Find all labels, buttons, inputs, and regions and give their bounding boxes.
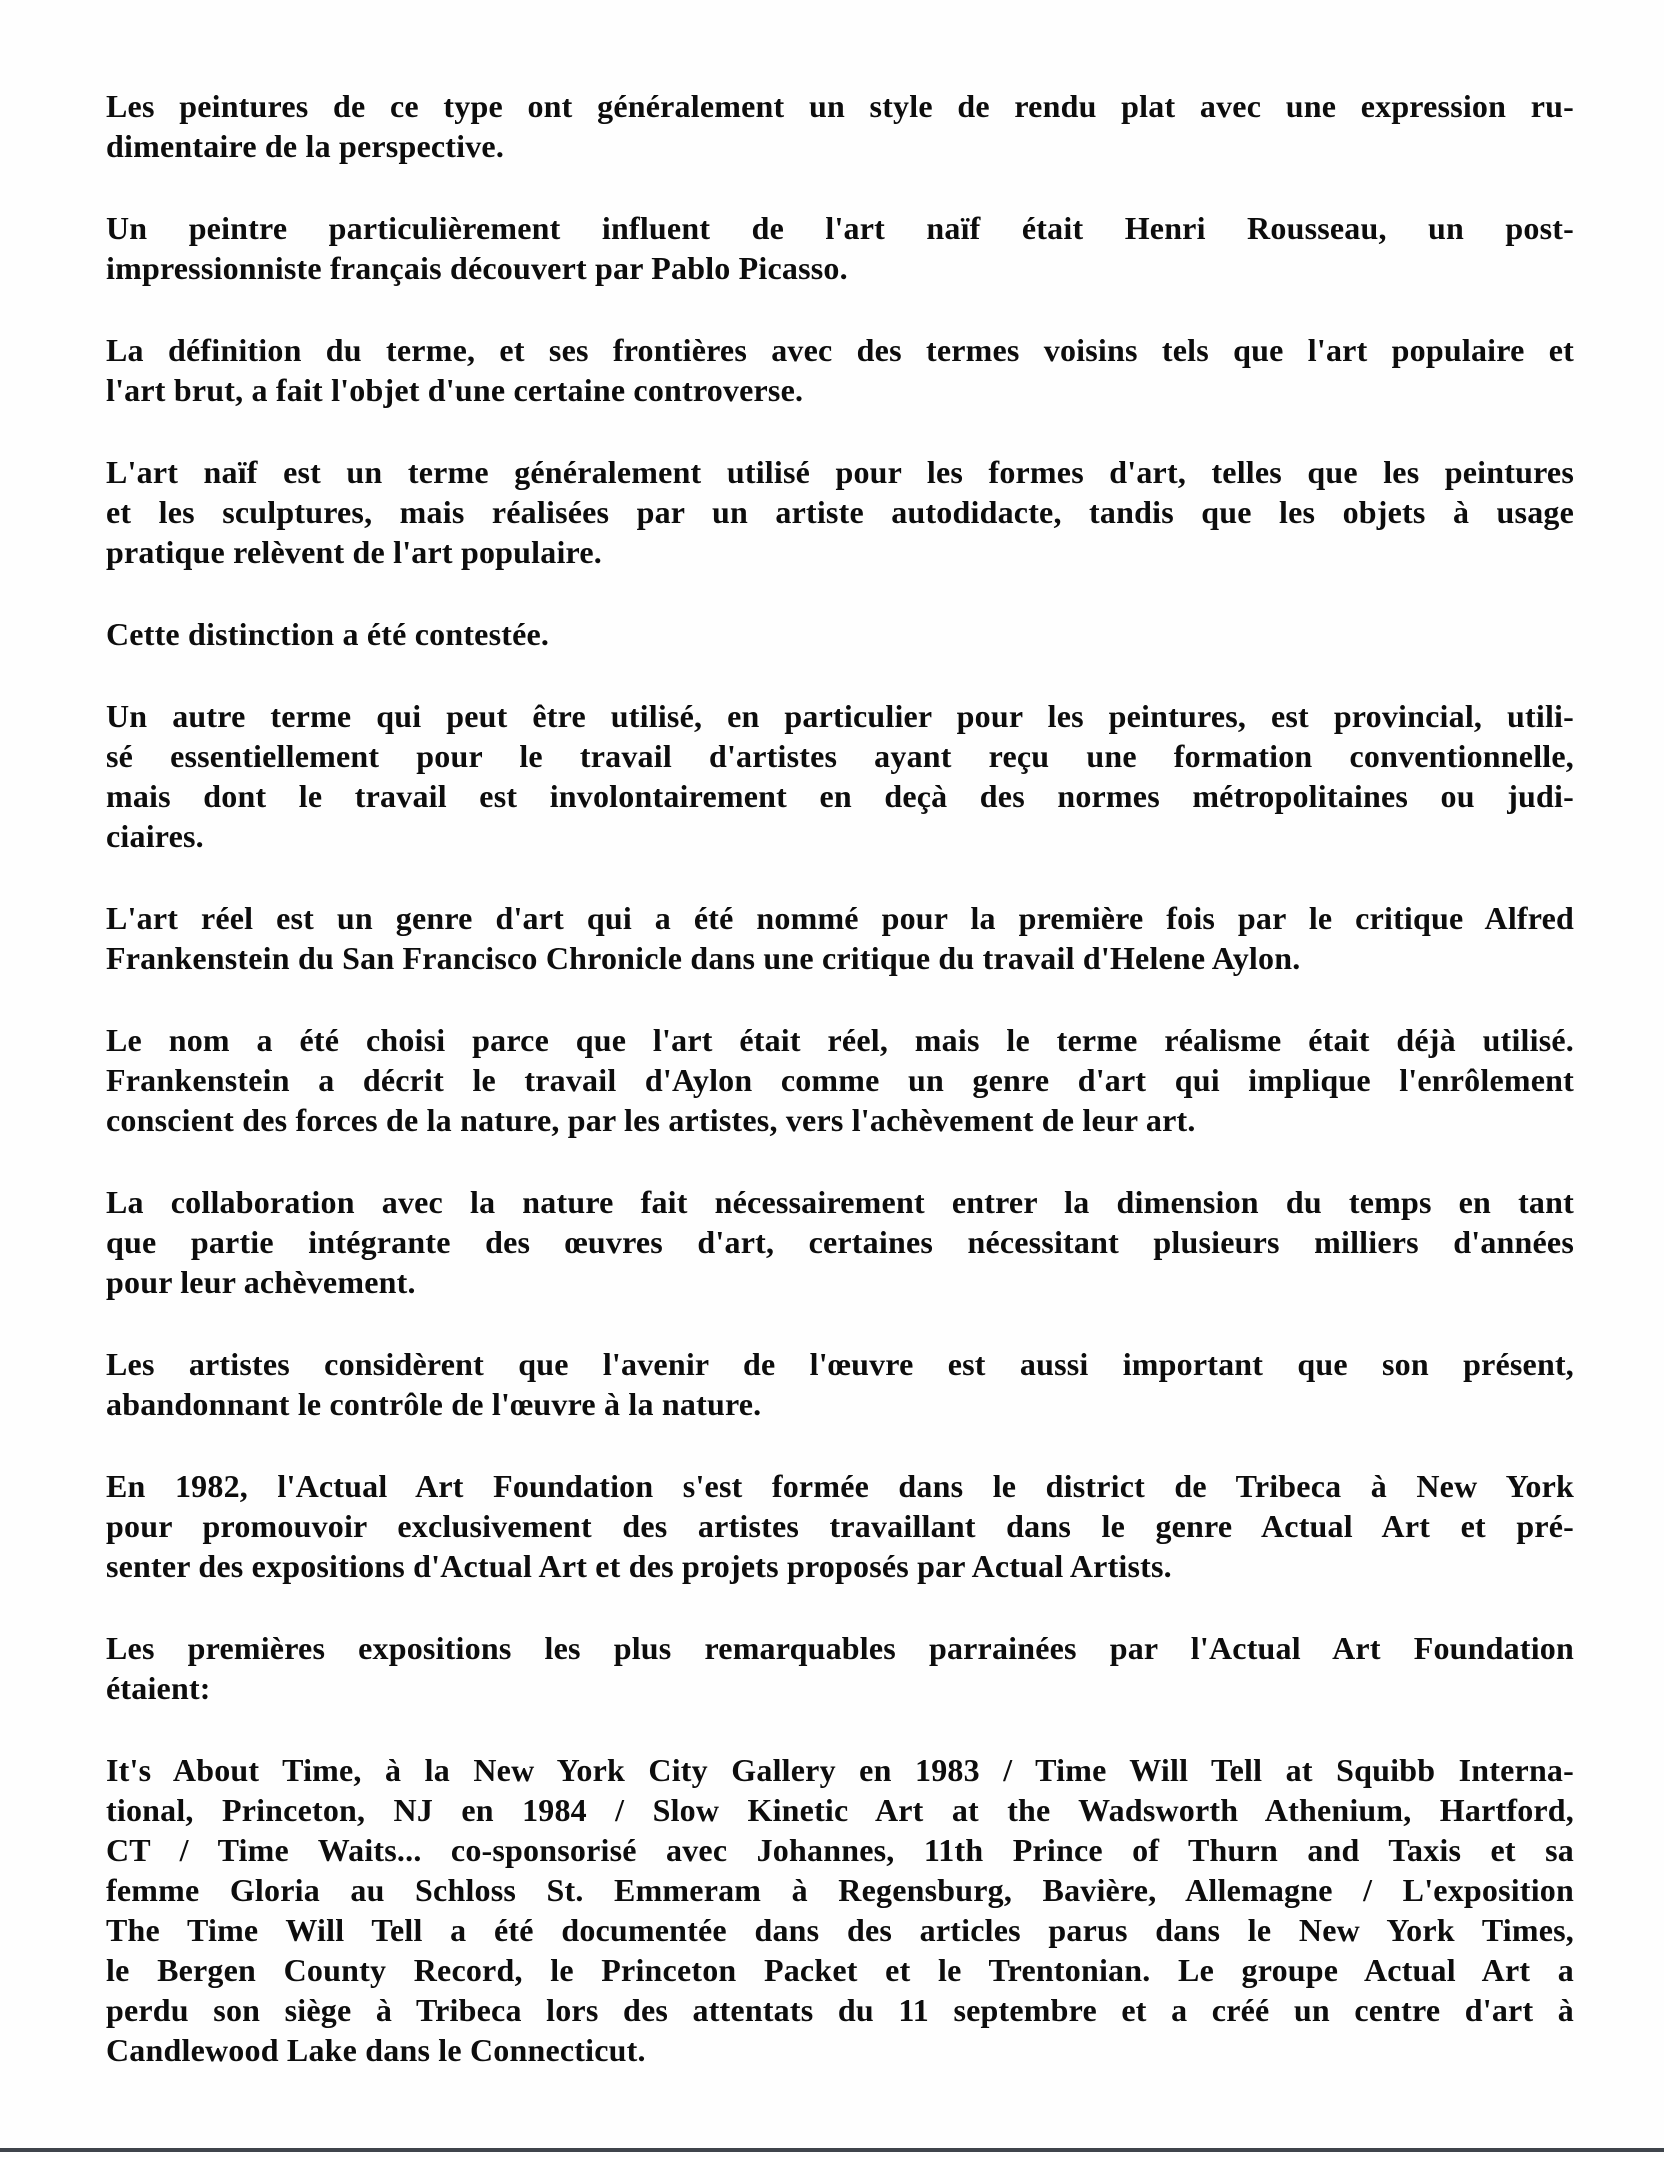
paragraph [106, 208, 1574, 288]
paragraph [106, 614, 1574, 654]
text-line: le Bergen County Record, le Princeton Packet et le Trentonian. Le groupe Actual Art a [106, 1952, 1574, 1988]
text-line: ciaires. [106, 818, 204, 854]
paragraph [106, 1466, 1574, 1586]
text-line: Frankenstein du San Francisco Chronicle dans une critique du travail d'Helene Aylon. [106, 940, 1301, 976]
page-bottom-rule [0, 2148, 1664, 2152]
text-line: abandonnant le contrôle de l'œuvre à la nature. [106, 1386, 762, 1422]
text-line: Candlewood Lake dans le Connecticut. [106, 2032, 646, 2068]
text-line: l'art brut, a fait l'objet d'une certaine controverse. [106, 372, 804, 408]
document-body [106, 86, 1574, 2070]
text-line: The Time Will Tell a été documentée dans des articles parus dans le New York Times, [106, 1912, 1574, 1948]
text-line: étaient: [106, 1670, 211, 1706]
paragraph [106, 1020, 1574, 1140]
text-line: La définition du terme, et ses frontières avec des termes voisins tels que l'art populaire et [106, 332, 1574, 368]
text-line: Le nom a été choisi parce que l'art était réel, mais le terme réalisme était déjà utilisé. [106, 1022, 1574, 1058]
text-line: En 1982, l'Actual Art Foundation s'est formée dans le district de Tribeca à New York [106, 1468, 1574, 1504]
text-line: Frankenstein a décrit le travail d'Aylon comme un genre d'art qui implique l'enrôlement [106, 1062, 1574, 1098]
text-line: L'art réel est un genre d'art qui a été nommé pour la première fois par le critique Alfred [106, 900, 1574, 936]
text-line: It's About Time, à la New York City Gallery en 1983 / Time Will Tell at Squibb Interna- [106, 1752, 1574, 1788]
text-line: Cette distinction a été contestée. [106, 616, 550, 652]
text-line: que partie intégrante des œuvres d'art, certaines nécessitant plusieurs milliers d'années [106, 1224, 1574, 1260]
text-line: pour promouvoir exclusivement des artistes travaillant dans le genre Actual Art et pré- [106, 1508, 1574, 1544]
paragraph [106, 696, 1574, 856]
text-line: Un peintre particulièrement influent de l'art naïf était Henri Rousseau, un post- [106, 210, 1574, 246]
text-line: et les sculptures, mais réalisées par un artiste autodidacte, tandis que les objets à usage [106, 494, 1574, 530]
text-line: Les peintures de ce type ont généralement un style de rendu plat avec une expression ru- [106, 88, 1574, 124]
text-line: dimentaire de la perspective. [106, 128, 505, 164]
text-line: conscient des forces de la nature, par les artistes, vers l'achèvement de leur art. [106, 1102, 1196, 1138]
paragraph [106, 1628, 1574, 1708]
text-line: Les premières expositions les plus remarquables parrainées par l'Actual Art Foundation [106, 1630, 1574, 1666]
text-line: pour leur achèvement. [106, 1264, 416, 1300]
paragraph [106, 330, 1574, 410]
text-line: impressionniste français découvert par Pablo Picasso. [106, 250, 848, 286]
paragraph [106, 898, 1574, 978]
text-line: mais dont le travail est involontairement en deçà des normes métropolitaines ou judi- [106, 778, 1574, 814]
paragraph [106, 1750, 1574, 2070]
text-line: Les artistes considèrent que l'avenir de l'œuvre est aussi important que son présent, [106, 1346, 1574, 1382]
text-line: perdu son siège à Tribeca lors des attentats du 11 septembre et a créé un centre d'art à [106, 1992, 1574, 2028]
text-line: L'art naïf est un terme généralement utilisé pour les formes d'art, telles que les peintures [106, 454, 1574, 490]
text-line: La collaboration avec la nature fait nécessairement entrer la dimension du temps en tant [106, 1184, 1574, 1220]
paragraph [106, 452, 1574, 572]
text-line: femme Gloria au Schloss St. Emmeram à Regensburg, Bavière, Allemagne / L'exposition [106, 1872, 1574, 1908]
text-line: tional, Princeton, NJ en 1984 / Slow Kinetic Art at the Wadsworth Athenium, Hartford, [106, 1792, 1574, 1828]
text-line: senter des expositions d'Actual Art et des projets proposés par Actual Artists. [106, 1548, 1172, 1584]
paragraph [106, 1182, 1574, 1302]
paragraph [106, 86, 1574, 166]
text-line: sé essentiellement pour le travail d'artistes ayant reçu une formation conventionnelle, [106, 738, 1574, 774]
paragraph [106, 1344, 1574, 1424]
text-line: pratique relèvent de l'art populaire. [106, 534, 602, 570]
text-line: Un autre terme qui peut être utilisé, en particulier pour les peintures, est provincial, utili- [106, 698, 1574, 734]
text-line: CT / Time Waits... co-sponsorisé avec Johannes, 11th Prince of Thurn and Taxis et sa [106, 1832, 1574, 1868]
